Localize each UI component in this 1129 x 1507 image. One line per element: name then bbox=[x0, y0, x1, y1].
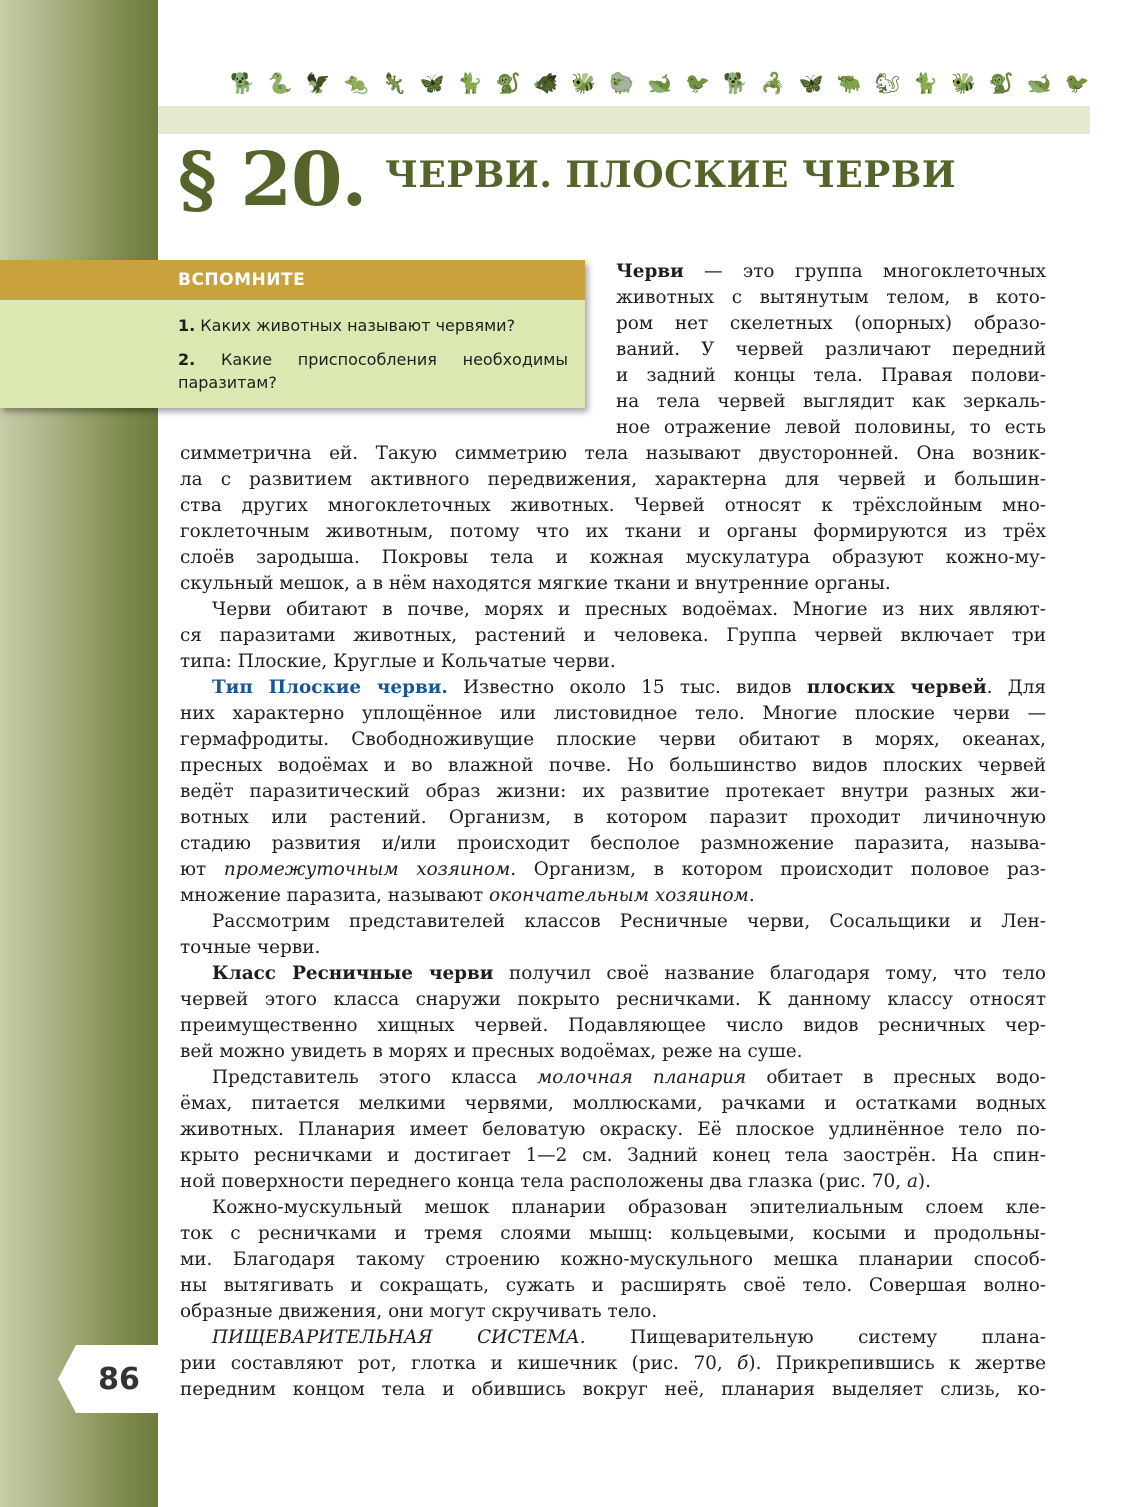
animal-silhouette-icon: 🦅 bbox=[305, 71, 331, 95]
text-span: ют bbox=[180, 859, 224, 880]
text-line bbox=[180, 883, 1046, 909]
animal-silhouette-icon: 🐒 bbox=[495, 71, 521, 95]
text-span: получил своё название благодаря тому, что тело bbox=[493, 963, 1046, 984]
text-line: симметрична ей. Такую симметрию тела называют двусторонней. Она возник- bbox=[180, 443, 1046, 464]
question-text: Какие приспособления необходимы паразитам? bbox=[178, 350, 568, 392]
recall-question-1 bbox=[178, 314, 568, 337]
question-number: 2. bbox=[178, 350, 196, 369]
text-line: скульный мешок, а в нём находятся мягкие ткани и внутренние органы. bbox=[180, 573, 891, 594]
term-turbellaria: Класс Ресничные черви bbox=[212, 963, 494, 984]
animal-silhouette-icon: 🐦 bbox=[685, 71, 710, 95]
text-line: ток с ресничками и тремя слоями мышц: кольцевыми, косыми и продольны- bbox=[180, 1223, 1046, 1244]
term-intermediate-host: промежуточным хозяином bbox=[223, 859, 511, 880]
text-line: ства других многоклеточных животных. Червей относят к трёхслойным мно- bbox=[180, 495, 1046, 516]
text-line: ла с развитием активного передвижения, характерна для червей и большин- bbox=[180, 469, 1046, 490]
figure-ref: б bbox=[737, 1353, 749, 1374]
animal-silhouette-icon: 🐕 bbox=[230, 71, 255, 95]
subheading-flatworms: Тип Плоские черви. bbox=[212, 677, 448, 698]
text-line bbox=[180, 857, 1046, 883]
animal-silhouette-icon: 🐑 bbox=[609, 71, 635, 95]
section-title: ЧЕРВИ. ПЛОСКИЕ ЧЕРВИ bbox=[385, 154, 957, 196]
text-line: гермафродиты. Свободноживущие плоские черви обитают в морях, океанах, bbox=[180, 729, 1046, 750]
animal-silhouette-icon: 🐈 bbox=[913, 71, 938, 95]
text-line: и задний концы тела. Правая полови- bbox=[616, 365, 1046, 386]
text-line: ёмах, питается мелкими червями, моллюсками, рачками и остатками водных bbox=[180, 1093, 1046, 1114]
animal-silhouette-icon: 🐝 bbox=[571, 71, 597, 95]
text-line: крыто ресничками и достигает 1—2 см. Задний конец тела заострён. На спин- bbox=[180, 1145, 1046, 1166]
text-span: обитает в пресных водо- bbox=[746, 1067, 1046, 1088]
text-line: типа: Плоские, Круглые и Кольчатые черви. bbox=[180, 651, 616, 672]
text-span: . bbox=[748, 885, 755, 906]
text-span: . Для bbox=[986, 677, 1046, 698]
text-span: Известно около 15 тыс. видов bbox=[447, 677, 807, 698]
text-line bbox=[180, 1169, 1046, 1195]
text-line bbox=[212, 675, 1046, 701]
animal-silhouette-icon: 🐀 bbox=[343, 71, 369, 95]
section-number: § 20. bbox=[178, 137, 367, 223]
text-span: ). Прикрепившись к жертве bbox=[748, 1353, 1046, 1374]
text-line: Рассмотрим представителей классов Ресничные черви, Сосальщики и Лен- bbox=[212, 911, 1046, 932]
header-bar bbox=[158, 106, 1090, 134]
question-text: Каких животных называют червями? bbox=[195, 316, 516, 335]
text-line bbox=[212, 1325, 1046, 1351]
page-number: 86 bbox=[98, 1361, 140, 1397]
animal-silhouette-strip bbox=[230, 66, 1090, 100]
animal-silhouette-icon: 🦋 bbox=[419, 71, 445, 95]
text-line: точные черви. bbox=[180, 937, 321, 958]
text-line: гоклеточным животным, потому что их ткани и органы формируются из трёх bbox=[180, 521, 1046, 542]
term-flatworms: плоских червей bbox=[806, 677, 987, 698]
animal-silhouette-icon: 🐦 bbox=[1064, 71, 1090, 95]
animal-silhouette-icon: 🐃 bbox=[836, 71, 862, 95]
text-line: образные движения, они могут скручивать тело. bbox=[180, 1301, 658, 1322]
animal-silhouette-icon: 🐋 bbox=[647, 71, 673, 95]
text-line: на тела червей выглядит как зеркаль- bbox=[616, 391, 1046, 412]
text-line: Кожно-мускульный мешок планарии образован эпителиальным слоем кле- bbox=[212, 1197, 1046, 1218]
text-line: животных с вытянутым телом, в кото- bbox=[616, 287, 1046, 308]
left-decorative-band bbox=[0, 0, 158, 1507]
text-span: Представитель этого класса bbox=[212, 1067, 537, 1088]
term-definitive-host: окончательным хозяином bbox=[489, 885, 749, 906]
animal-silhouette-icon: 🐋 bbox=[1026, 71, 1052, 95]
text-line bbox=[212, 961, 1046, 987]
text-span: рии составляют рот, глотка и кишечник (рис. 70, bbox=[180, 1353, 738, 1374]
text-line: стадию развития и/или происходит бесполое размножение паразита, называ- bbox=[180, 833, 1046, 854]
subheading-digestive-system: ПИЩЕВАРИТЕЛЬНАЯ СИСТЕМА. bbox=[212, 1327, 586, 1348]
text-line: ром нет скелетных (опорных) образо- bbox=[616, 313, 1046, 334]
animal-silhouette-icon: 🦂 bbox=[760, 71, 786, 95]
question-number: 1. bbox=[178, 316, 196, 335]
recall-box bbox=[0, 260, 585, 408]
text-line: ны вытягивать и сокращать, сужать и расширять своё тело. Совершая волно- bbox=[180, 1275, 1046, 1296]
text-line: червей этого класса снаружи покрыто ресничками. К данному классу относят bbox=[180, 989, 1046, 1010]
recall-box-title: ВСПОМНИТЕ bbox=[0, 260, 585, 300]
text-line: слоёв зародыша. Покровы тела и кожная мускулатура образуют кожно-му- bbox=[180, 547, 1046, 568]
animal-silhouette-icon: 🦋 bbox=[798, 71, 824, 95]
recall-question-2 bbox=[178, 348, 568, 394]
animal-silhouette-icon: 🦎 bbox=[381, 71, 407, 95]
text-line: вей можно увидеть в морях и пресных водоёмах, реже на суше. bbox=[180, 1041, 803, 1062]
text-span: — это группа многоклеточных bbox=[683, 261, 1046, 282]
text-span: Пищеварительную систему плана- bbox=[585, 1327, 1046, 1348]
text-line: ваний. У червей различают передний bbox=[616, 339, 1046, 360]
term-worms: Черви bbox=[616, 261, 684, 282]
animal-silhouette-icon: 🐝 bbox=[951, 71, 976, 95]
text-line: ное отражение левой половины, то есть bbox=[616, 417, 1046, 438]
text-line: пресных водоёмах и во влажной почве. Но большинство видов плоских червей bbox=[180, 755, 1046, 776]
text-span: ). bbox=[917, 1171, 931, 1192]
animal-silhouette-icon: 🐗 bbox=[533, 71, 559, 95]
animal-silhouette-icon: 🐿 bbox=[874, 71, 901, 95]
text-line: ведёт паразитический образ жизни: их развитие протекает внутри разных жи- bbox=[180, 781, 1046, 802]
text-line: ся паразитами животных, растений и человека. Группа червей включает три bbox=[180, 625, 1046, 646]
animal-silhouette-icon: 🐈 bbox=[457, 71, 483, 95]
text-span: . Организм, в котором происходит половое раз- bbox=[510, 859, 1046, 880]
text-line: передним концом тела и обившись вокруг неё, планария выделяет слизь, ко- bbox=[180, 1379, 1046, 1400]
text-line: Черви обитают в почве, морях и пресных водоёмах. Многие из них являют- bbox=[212, 599, 1046, 620]
figure-ref: а bbox=[906, 1171, 918, 1192]
text-span: множение паразита, называют bbox=[180, 885, 489, 906]
animal-silhouette-icon: 🐕 bbox=[722, 71, 748, 95]
text-line bbox=[180, 1351, 1046, 1377]
text-line: них характерно уплощённое или листовидное тело. Многие плоские черви — bbox=[180, 703, 1046, 724]
animal-silhouette-icon: 🐒 bbox=[988, 71, 1014, 95]
text-line: ми. Благодаря такому строению кожно-мускульного мешка планарии способ- bbox=[180, 1249, 1046, 1270]
term-milk-planaria: молочная планария bbox=[536, 1067, 747, 1088]
text-span: ной поверхности переднего конца тела расположены два глазка (рис. 70, bbox=[180, 1171, 907, 1192]
text-line: преимущественно хищных червей. Подавляющее число видов ресничных чер- bbox=[180, 1015, 1046, 1036]
text-line bbox=[212, 1065, 1046, 1091]
text-line bbox=[616, 259, 1046, 285]
text-line: животных. Планария имеет беловатую окраску. Её плоское удлинённое тело по- bbox=[180, 1119, 1046, 1140]
animal-silhouette-icon: 🐍 bbox=[267, 71, 293, 95]
text-line: вотных или растений. Организм, в котором паразит проходит личиночную bbox=[180, 807, 1046, 828]
